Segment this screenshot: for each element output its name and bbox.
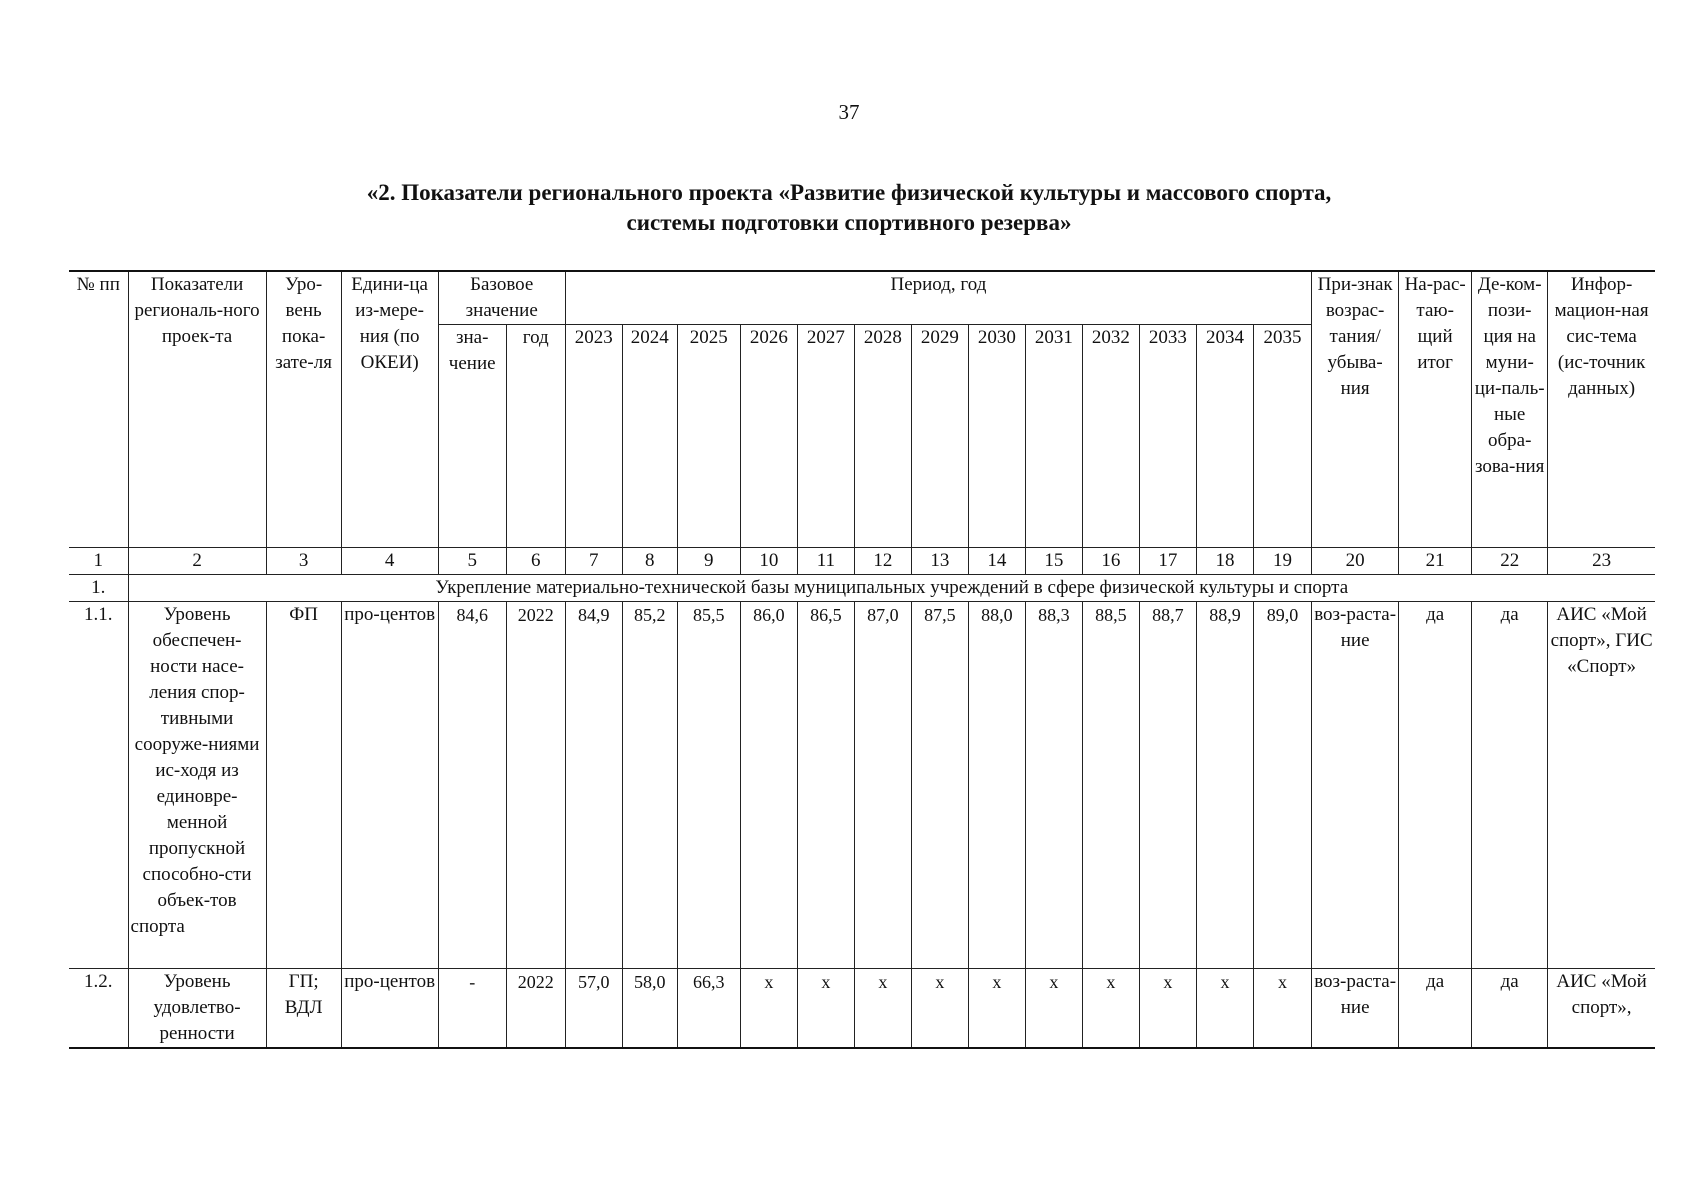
- header-base: Базовое значение: [438, 271, 565, 325]
- row-base-year: 2022: [506, 969, 565, 1049]
- row-level: ФП: [266, 602, 341, 969]
- row-value: х: [854, 969, 911, 1049]
- column-number: 16: [1082, 548, 1139, 575]
- column-number: 23: [1548, 548, 1655, 575]
- row-value: 86,5: [797, 602, 854, 969]
- row-value: х: [1196, 969, 1253, 1049]
- title-line-1: «2. Показатели регионального проекта «Развитие физической культуры и массового спорта,: [366, 180, 1332, 205]
- row-value: х: [1253, 969, 1311, 1049]
- header-base-value: зна-чение: [438, 325, 506, 548]
- column-number: 19: [1253, 548, 1311, 575]
- row-value: 85,5: [677, 602, 740, 969]
- row-indicator: Уровень удовлетво-ренности: [128, 969, 266, 1049]
- page-number: 37: [838, 100, 860, 124]
- row-base-value: -: [438, 969, 506, 1049]
- header-base-year: год: [506, 325, 565, 548]
- table-row: [69, 602, 1655, 969]
- column-number: 2: [128, 548, 266, 575]
- column-number: 11: [797, 548, 854, 575]
- section-num: 1.: [69, 575, 128, 602]
- row-info-system: АИС «Мой спорт»,: [1548, 969, 1655, 1049]
- header-year: 2029: [911, 325, 968, 548]
- header-decomposition: Де-ком-пози-ция на муни-ци-паль-ные обра-зова-ния: [1472, 271, 1548, 548]
- header-info-system: Инфор-мацион-ная сис-тема (ис-точник данных): [1548, 271, 1655, 548]
- column-number: 13: [911, 548, 968, 575]
- row-value: 88,3: [1025, 602, 1082, 969]
- row-value: 87,0: [854, 602, 911, 969]
- header-row: [69, 271, 1655, 325]
- column-number: 21: [1399, 548, 1472, 575]
- header-trend: При-знак возрас-тания/ убыва-ния: [1312, 271, 1399, 548]
- header-year: 2027: [797, 325, 854, 548]
- column-number: 10: [740, 548, 797, 575]
- header-year: 2034: [1196, 325, 1253, 548]
- column-number: 12: [854, 548, 911, 575]
- row-value: 86,0: [740, 602, 797, 969]
- row-value: 85,2: [622, 602, 677, 969]
- header-year: 2033: [1139, 325, 1196, 548]
- section-title: Укрепление материально-технической базы муниципальных учреждений в сфере физической культуры и спорта: [128, 575, 1655, 602]
- row-value: х: [797, 969, 854, 1049]
- row-value: 66,3: [677, 969, 740, 1049]
- row-info-system: АИС «Мой спорт», ГИС «Спорт»: [1548, 602, 1655, 969]
- header-year: 2028: [854, 325, 911, 548]
- column-number: 6: [506, 548, 565, 575]
- row-level: ГП; ВДЛ: [266, 969, 341, 1049]
- row-trend: воз-раста-ние: [1312, 602, 1399, 969]
- header-year: 2031: [1025, 325, 1082, 548]
- column-number: 5: [438, 548, 506, 575]
- row-value: 88,0: [968, 602, 1025, 969]
- row-value: 87,5: [911, 602, 968, 969]
- header-indicator: Показатели региональ-ного проек-та: [128, 271, 266, 548]
- column-number: 14: [968, 548, 1025, 575]
- column-number: 3: [266, 548, 341, 575]
- row-indicator: Уровень обеспечен-ности насе-ления спор-тивными сооруже-ниями ис-ходя из единовре-менной пропускной способно-сти объек-тов спорта: [128, 602, 266, 969]
- row-value: х: [911, 969, 968, 1049]
- column-number: 17: [1139, 548, 1196, 575]
- column-number: 9: [677, 548, 740, 575]
- row-value: 84,9: [565, 602, 622, 969]
- header-year: 2025: [677, 325, 740, 548]
- column-number: 20: [1312, 548, 1399, 575]
- column-number: 18: [1196, 548, 1253, 575]
- row-value: 58,0: [622, 969, 677, 1049]
- header-year: 2035: [1253, 325, 1311, 548]
- section-row: [69, 575, 1655, 602]
- row-num: 1.2.: [69, 969, 128, 1049]
- row-decomposition: да: [1472, 602, 1548, 969]
- column-number: 8: [622, 548, 677, 575]
- row-value: х: [1082, 969, 1139, 1049]
- row-unit: про-центов: [341, 969, 438, 1049]
- row-value: 89,0: [1253, 602, 1311, 969]
- row-cumulative: да: [1399, 969, 1472, 1049]
- row-value: 88,5: [1082, 602, 1139, 969]
- header-year: 2024: [622, 325, 677, 548]
- header-year: 2030: [968, 325, 1025, 548]
- table-row: [69, 969, 1655, 1049]
- header-cumulative: На-рас-таю-щий итог: [1399, 271, 1472, 548]
- row-value: 88,9: [1196, 602, 1253, 969]
- column-number: 4: [341, 548, 438, 575]
- row-trend: воз-раста-ние: [1312, 969, 1399, 1049]
- indicators-table: [69, 270, 1655, 1049]
- row-base-value: 84,6: [438, 602, 506, 969]
- row-value: х: [968, 969, 1025, 1049]
- row-value: 57,0: [565, 969, 622, 1049]
- row-base-year: 2022: [506, 602, 565, 969]
- column-numbers-row: [69, 548, 1655, 575]
- row-value: х: [1139, 969, 1196, 1049]
- row-decomposition: да: [1472, 969, 1548, 1049]
- header-num: № пп: [69, 271, 128, 548]
- header-unit: Едини-ца из-мере-ния (по ОКЕИ): [341, 271, 438, 548]
- header-level: Уро-вень пока-зате-ля: [266, 271, 341, 548]
- column-number: 22: [1472, 548, 1548, 575]
- row-unit: про-центов: [341, 602, 438, 969]
- column-number: 1: [69, 548, 128, 575]
- row-value: х: [740, 969, 797, 1049]
- page-title: [0, 178, 1698, 238]
- column-number: 15: [1025, 548, 1082, 575]
- header-year: 2032: [1082, 325, 1139, 548]
- title-line-2: системы подготовки спортивного резерва»: [626, 210, 1072, 235]
- column-number: 7: [565, 548, 622, 575]
- header-year: 2026: [740, 325, 797, 548]
- row-cumulative: да: [1399, 602, 1472, 969]
- row-num: 1.1.: [69, 602, 128, 969]
- row-value: х: [1025, 969, 1082, 1049]
- header-period: Период, год: [565, 271, 1311, 325]
- row-value: 88,7: [1139, 602, 1196, 969]
- header-year: 2023: [565, 325, 622, 548]
